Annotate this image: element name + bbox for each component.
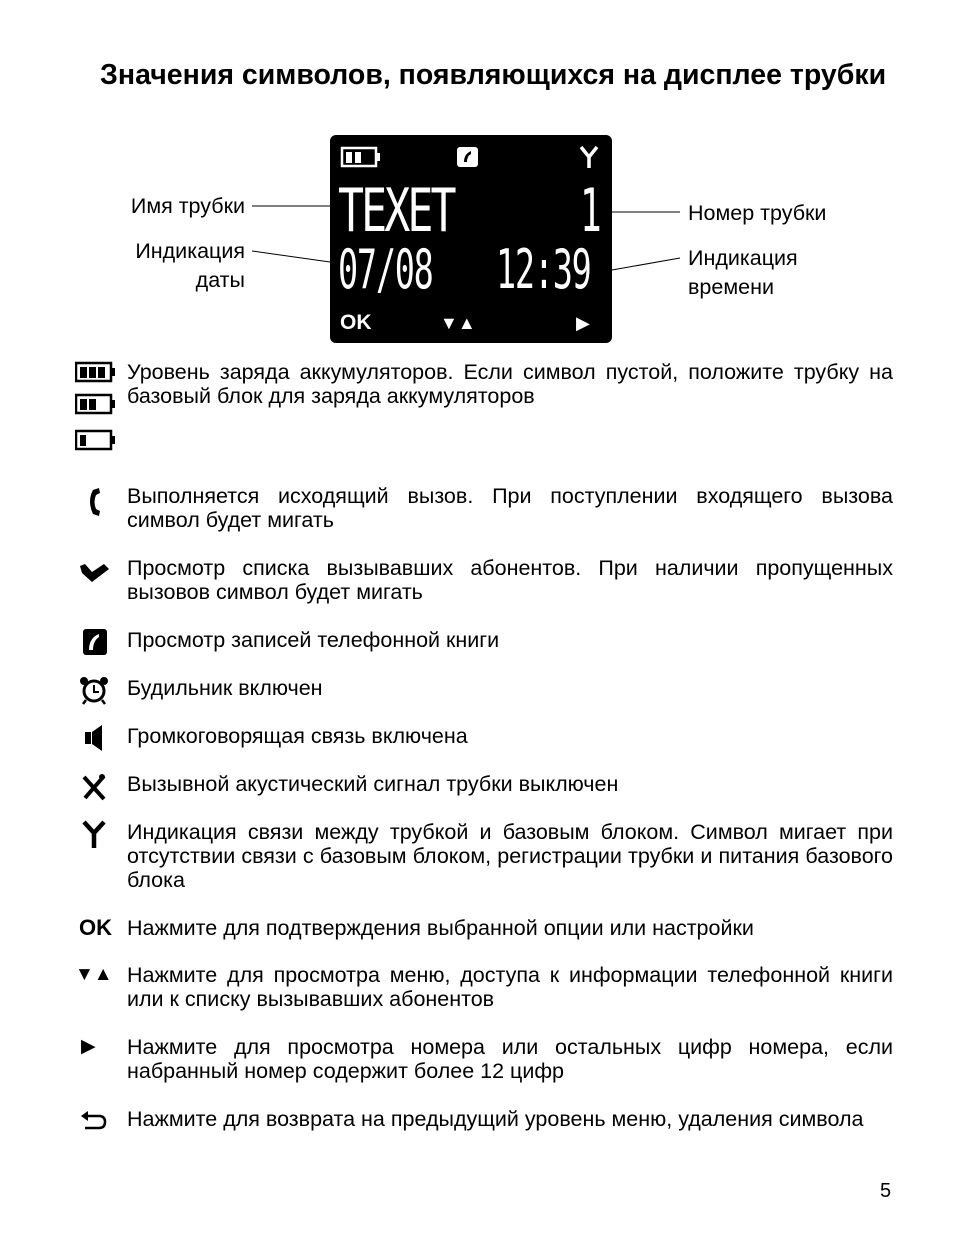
item-text: Громкоговорящая связь включена [127,724,468,748]
up-down-icon: ▼▲ [75,964,113,985]
softkey-up-down[interactable]: ▼▲ [440,313,476,333]
handset-display [330,135,612,343]
alarm-clock-icon [75,676,117,710]
ok-icon: OK [79,915,112,940]
item-text: Просмотр записей телефонной книги [127,628,500,652]
battery-icon [75,360,117,456]
speaker-icon [75,724,117,758]
item-text: Просмотр списка вызывавших абонентов. При наличии пропущенных вызовов символ будет мигать [127,556,893,604]
antenna-icon [578,145,600,169]
back-icon [75,1107,117,1141]
callout-date-line2: даты [195,268,245,292]
time: 12:39 [496,238,591,301]
missed-calls-icon [75,556,117,590]
antenna-icon [75,820,117,854]
item-text: Нажмите для просмотра меню, доступа к информации телефонной книги или к списку вызывавших абонентов [127,963,893,1011]
date: 07/08 [338,238,433,301]
item-text: Выполняется исходящий вызов. При поступлении входящего вызова символ будет мигать [127,484,893,532]
phonebook-icon [75,628,117,662]
handset-icon [75,484,117,518]
page-title: Значения символов, появляющихся на дисплее трубки [100,59,887,91]
item-text: Уровень заряда аккумуляторов. Если символ пустой, положите трубку на базовый блок для заряда аккумуляторов [127,360,893,408]
callout-time-line1: Индикация [688,246,798,270]
item-text: Вызывной акустический сигнал трубки выключен [127,772,619,796]
callout-date-line1: Индикация [135,239,245,263]
handset-name: TEXET [338,176,454,246]
callout-handset-name: Имя трубки [130,194,245,218]
item-text: Будильник включен [127,676,323,700]
battery-icon [340,145,382,169]
callout-handset-number: Номер трубки [688,201,827,225]
page-number: 5 [880,1180,892,1202]
item-text: Нажмите для просмотра номера или остальных цифр номера, если набранный номер содержит более 12 цифр [127,1035,893,1083]
handset-number: 1 [580,176,602,246]
item-text: Нажмите для возврата на предыдущий уровень меню, удаления символа [127,1107,864,1131]
softkey-right[interactable]: ▶ [576,313,590,333]
ringer-off-icon [75,772,117,806]
item-text: Индикация связи между трубкой и базовым блоком. Символ мигает при отсутствии связи с базовым блоком, регистрации трубки и питания базового блока [127,820,893,892]
phonebook-icon [456,146,480,168]
play-right-icon: ▶ [81,1036,96,1057]
item-text: Нажмите для подтверждения выбранной опции или настройки [127,916,754,940]
callout-time-line2: времени [688,275,774,299]
softkey-ok[interactable]: OK [340,311,372,334]
